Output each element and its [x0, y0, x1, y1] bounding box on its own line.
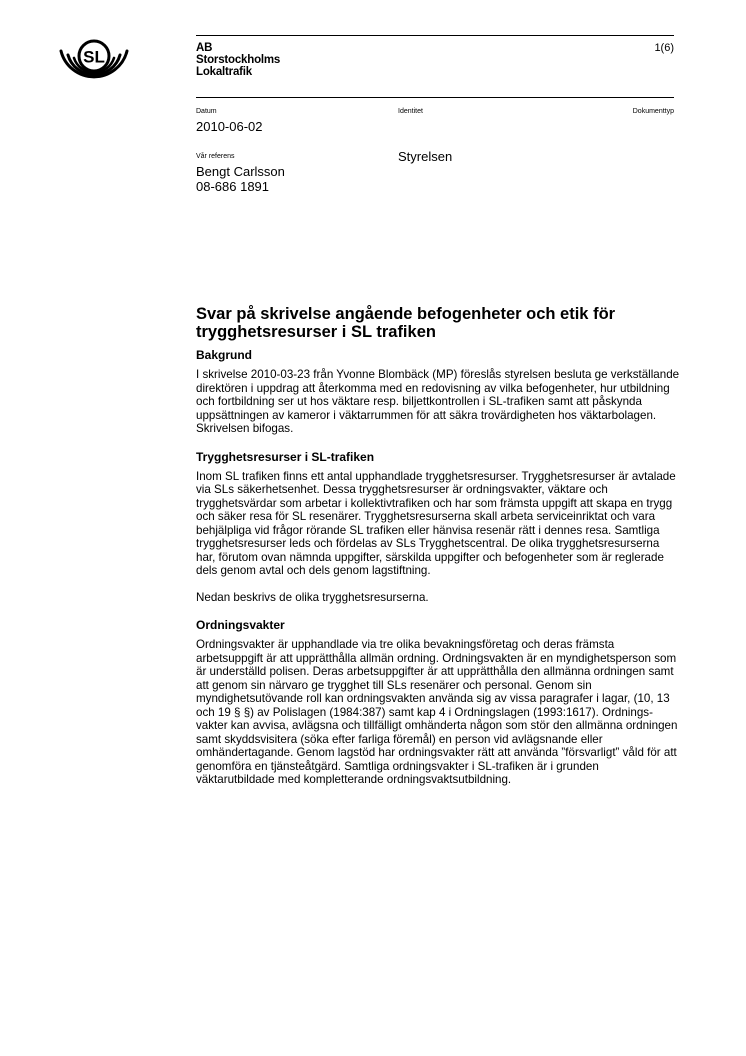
section-heading-bakgrund: Bakgrund	[196, 348, 253, 362]
page-number: 1(6)	[654, 42, 674, 54]
header-top-rule	[196, 35, 674, 36]
dokumenttyp-label: Dokumenttyp	[632, 108, 674, 115]
referens-phone: 08-686 1891	[196, 179, 270, 194]
section-paragraph: Inom SL trafiken finns ett antal upphandlade trygghetsresurser. Trygghetsresurser är avtalade via SLs säkerhetsenhet. Dessa trygghetsresurser är ordningsvakter, väktare och trygghetsvärdar som arbetar i kollektivtrafiken och har som främsta uppgift att skapa en trygg och säker resa för SL resenärer. Trygghetsresurserna skall arbeta serviceinriktat och vara behjälpliga vid frågor rörande SL trafiken eller hänvisa resenär rätt i dennes resa. Samtliga trygghetsresurser leds och fördelas av SLs Trygghetscentral. De olika trygghetsresurserna har, förutom ovan nämnda uppgifter, särskilda uppgifter och befogenheter som är reglerade dels genom avtal och dels genom lagstiftning.	[196, 469, 676, 577]
section-heading-trygghetsresurser: Trygghetsresurser i SL-trafiken	[196, 449, 375, 464]
company-line-2: Storstockholms	[196, 54, 281, 66]
referens-name: Bengt Carlsson	[196, 164, 285, 179]
section-paragraph: Ordningsvakter är upphandlade via tre olika bevakningsföretag och deras främsta arbetsuppgift är att upprätthålla allmän ordning. Ordningsvakten är en myndighetsperson som är underställd polisen. Deras arbetsuppgifter är att upprätthålla den allmänna ordningen samt att genom sin närvaro ge trygghet till SLs resenärer och personal. Genom sin myndighetsutövande roll kan ordningsvakten använda sig av vissa paragrafer i lagar, (10, 13 och 19 § §) av Polislagen (1984:387) samt kap 4 i Ordningslagen (1993:1617). Ordnings-vakter kan avvisa, avlägsna och tillfälligt omhänderta någon som stör den allmänna ordningen samt skyddsvisitera (söka efter farliga föremål) en person vid avlägsnande eller omhändertagande. Genom lagstöd har ordningsvakter rätt att använda ”försvarligt” våld för att genomföra en tjänsteåtgärd. Samtliga ordningsvakter i SL-trafiken är i grunden väktarutbildade med kompletterande ordningsvaktsutbildning.	[196, 638, 678, 786]
identitet-label: Identitet	[398, 108, 423, 115]
datum-label: Datum	[196, 108, 217, 115]
section-paragraph: Nedan beskrivs de olika trygghetsresurserna.	[196, 590, 429, 604]
referens-value	[196, 164, 285, 194]
company-name	[196, 42, 280, 78]
document-body	[196, 305, 680, 787]
datum-value: 2010-06-02	[196, 119, 263, 134]
section-heading-ordningsvakter: Ordningsvakter	[196, 618, 285, 632]
logo-text: SL	[83, 47, 105, 67]
company-line-3: Lokaltrafik	[196, 66, 252, 78]
referens-label: Vår referens	[196, 153, 235, 160]
section-paragraph: I skrivelse 2010-03-23 från Yvonne Blombäck (MP) föreslås styrelsen besluta ge verkställande direktören i uppdrag att återkomma med en redovisning av vilka befogenheter, hur utbildning och fortbildning ser ut hos väktare resp. biljettkontrollen i SL-trafiken samt att påskynda uppsättningen av kameror i väktarrummen för att säkra trovärdigheten hos väktarbolagen. Skrivelsen bifogas.	[196, 368, 680, 435]
sl-logo-icon	[56, 39, 132, 99]
identitet-value: Styrelsen	[398, 149, 453, 164]
header-mid-rule	[196, 97, 674, 98]
company-line-1: AB	[196, 42, 213, 54]
document-title: Svar på skrivelse angående befogenheter och etik för trygghetsresurser i SL trafiken	[196, 305, 616, 341]
